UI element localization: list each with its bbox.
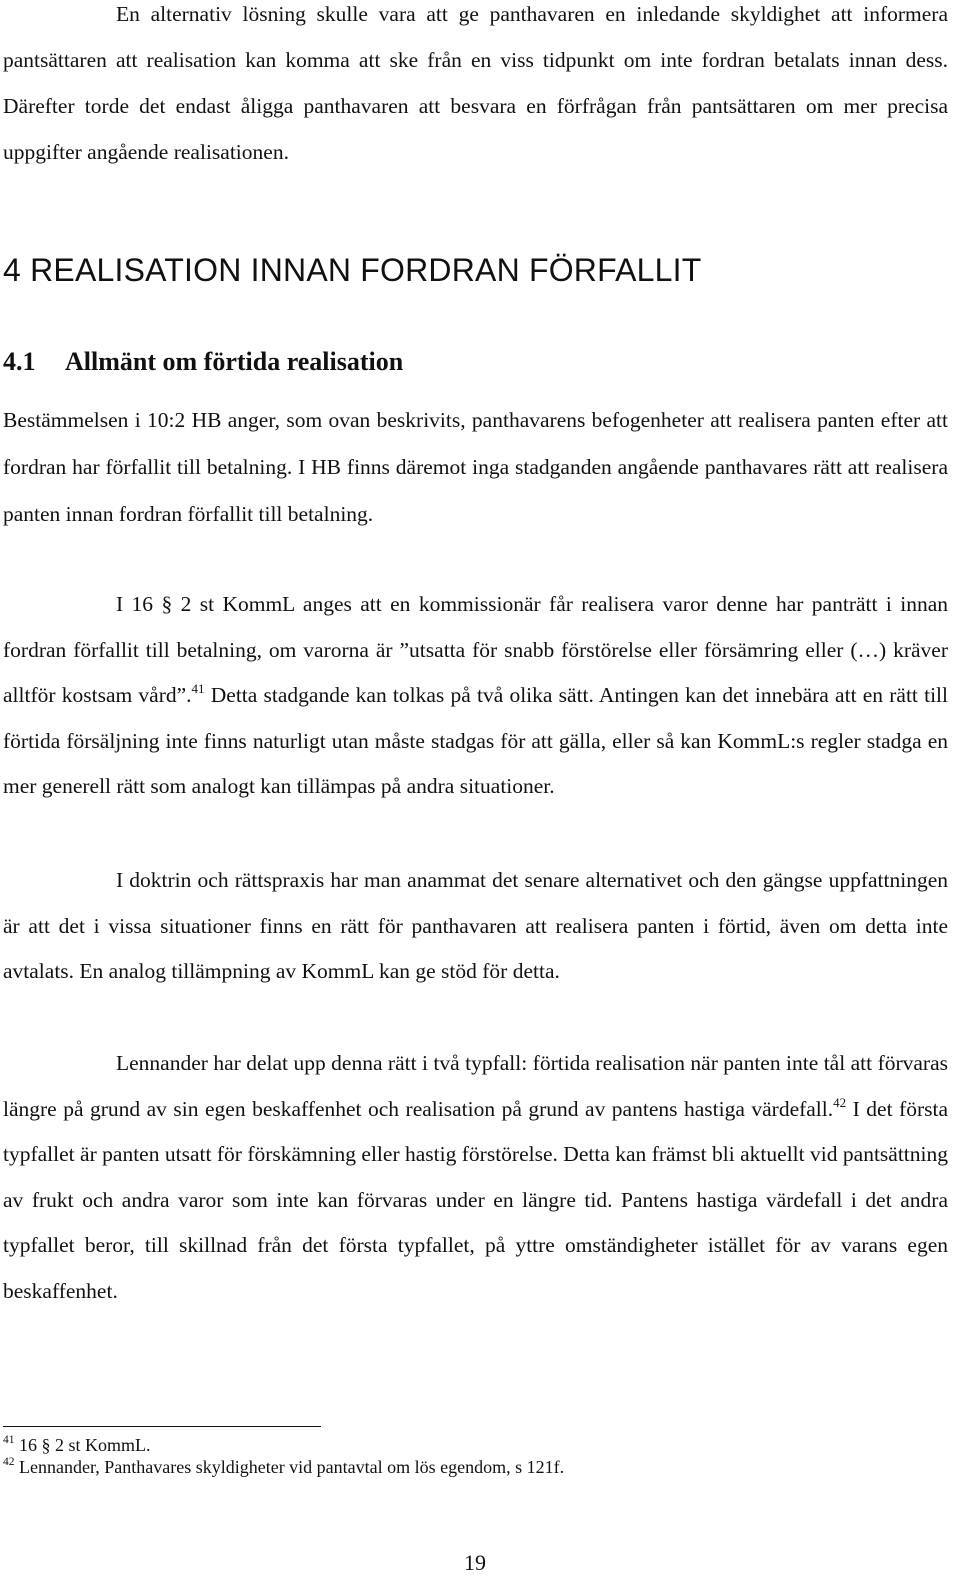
paragraph-2-text: I 16 § 2 st KommL anges att en kommissionär får realisera varor denne har panträtt i innan fordran förfallit till betalning, om varorna är ”utsatta för snabb förstörelse eller försämring eller (…) kräver alltför kostsam vård”. [3, 592, 948, 708]
footnote-text-41: 16 § 2 st KommL. [19, 1435, 151, 1455]
body-paragraph-4 [3, 1041, 948, 1315]
footnote-number-42: 42 [3, 1456, 15, 1468]
intro-paragraph: En alternativ lösning skulle vara att ge panthavaren en inledande skyldighet att informera pantsättaren att realisation kan komma att ske från en viss tidpunkt om inte fordran betalats innan dess. Därefter torde det endast åligga panthavaren att besvara en förfrågan från pantsättaren om mer precisa uppgifter angående realisationen. [3, 2, 948, 164]
body-paragraph-2 [3, 582, 948, 810]
footnote-41 [3, 1434, 151, 1456]
paragraph-4-text-cont: I det första typfallet är panten utsatt för förskämning eller hastig förstörelse. Detta kan främst bli aktuellt vid pantsättning av frukt och andra varor som inte kan förvaras under en längre tid. Pantens hastiga värdefall i det andra typfallet beror, till skillnad från det första typfallet, på yttre omständigheter istället för av varans egen beskaffenhet. [3, 1096, 948, 1303]
footnote-text-42: Lennander, Panthavares skyldigheter vid pantavtal om lös egendom, s 121f. [19, 1457, 565, 1477]
footnote-ref-42[interactable]: 42 [833, 1094, 847, 1110]
section-heading [3, 342, 403, 382]
footnote-42 [3, 1456, 564, 1478]
footnote-separator [3, 1426, 321, 1427]
page-number: 19 [464, 1550, 486, 1575]
chapter-heading: 4 REALISATION INNAN FORDRAN FÖRFALLIT [3, 252, 702, 288]
paragraph-4-text: Lennander har delat upp denna rätt i två typfall: förtida realisation när panten inte tål att förvaras längre på grund av sin egen beskaffenhet och realisation på grund av pantens hastiga värdefall. [3, 1051, 948, 1121]
section-title: Allmänt om förtida realisation [65, 347, 404, 376]
body-paragraph-1: Bestämmelsen i 10:2 HB anger, som ovan beskrivits, panthavarens befogenheter att realisera panten efter att fordran har förfallit till betalning. I HB finns däremot inga stadganden angående panthavares rätt att realisera panten innan fordran förfallit till betalning. [3, 408, 948, 526]
footnote-number-41: 41 [3, 1434, 15, 1446]
body-paragraph-3: I doktrin och rättspraxis har man anammat det senare alternativet och den gängse uppfattningen är att det i vissa situationer finns en rätt för panthavaren att realisera panten i förtid, även om detta inte avtalats. En analog tillämpning av KommL kan ge stöd för detta. [3, 868, 948, 984]
section-number: 4.1 [3, 347, 36, 376]
paragraph-2-text-cont: Detta stadgande kan tolkas på två olika sätt. Antingen kan det innebära att en rätt till förtida försäljning inte finns naturligt utan måste stadgas för att gälla, eller så kan KommL:s regler stadga en mer generell rätt som analogt kan tillämpas på andra situationer. [3, 683, 948, 799]
footnote-ref-41[interactable]: 41 [191, 681, 205, 697]
